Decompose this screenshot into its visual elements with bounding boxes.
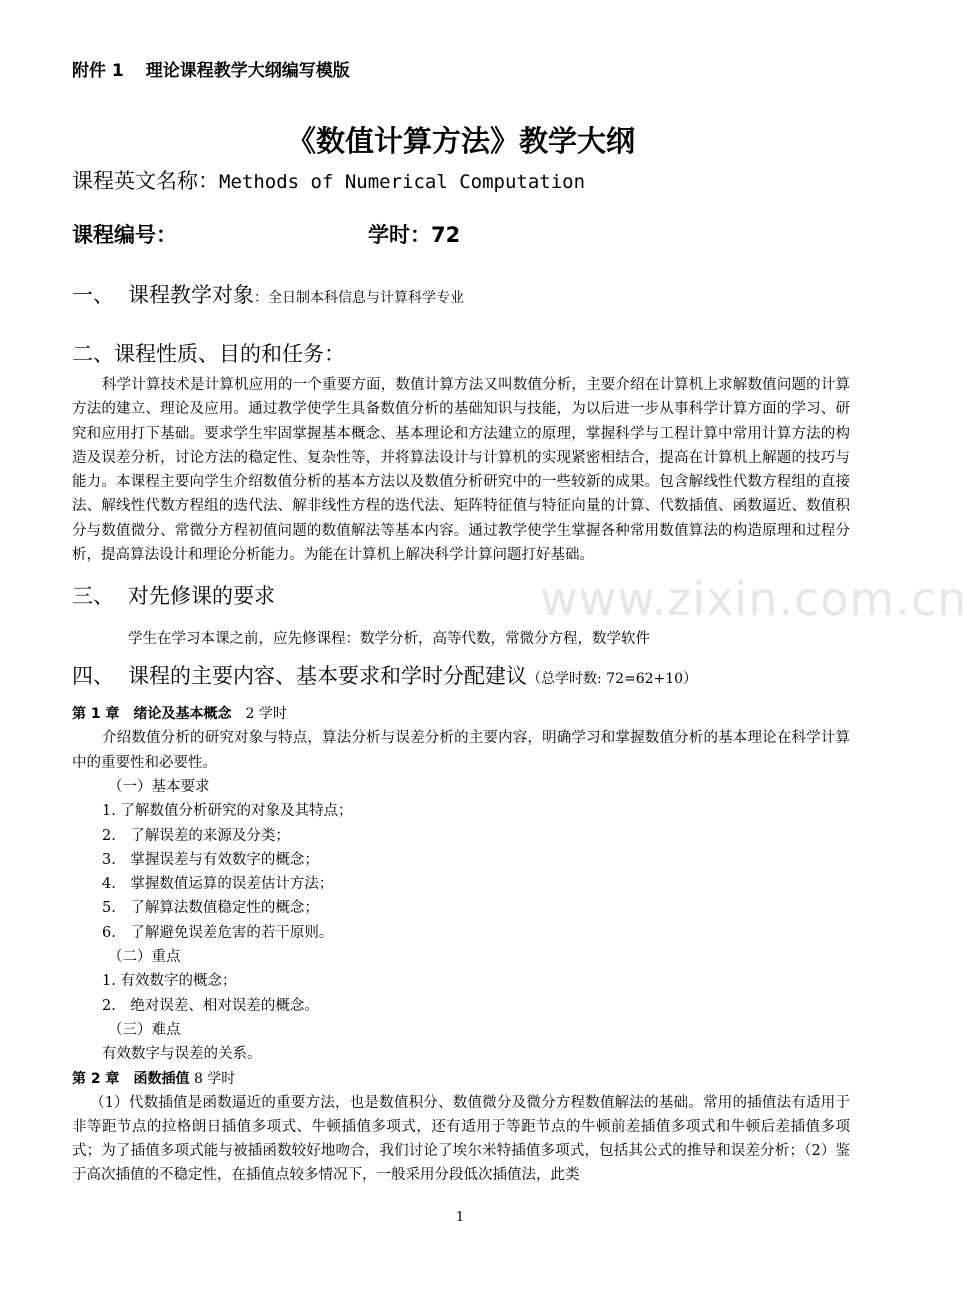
section-1-value: ：全日制本科信息与计算科学专业 — [254, 290, 464, 306]
english-name-label: 课程英文名称： — [72, 169, 219, 193]
chapter-1-requirement: 3. 掌握误差与有效数字的概念； — [102, 851, 319, 868]
attachment-header — [72, 56, 850, 81]
chapter-1-requirement: 2. 了解误差的来源及分类； — [102, 827, 290, 844]
chapter-2-heading — [72, 1067, 850, 1091]
course-hours: 学时：72 — [368, 223, 461, 247]
section-4-title: 课程的主要内容、基本要求和学时分配建议 — [128, 664, 527, 689]
section-1-title: 课程教学对象 — [128, 283, 254, 307]
section-3-body: 学生在学习本课之前，应先修课程：数学分析，高等代数，常微分方程，数学软件 — [128, 631, 650, 648]
chapter-1-requirement: 5. 了解算法数值稳定性的概念； — [102, 900, 319, 917]
chapter-1-difficulty-heading: （三）难点 — [108, 1021, 181, 1038]
chapter-1-requirement: 4. 掌握数值运算的误差估计方法； — [102, 876, 334, 893]
chapter-1-key-point: 1. 有效数字的概念； — [102, 973, 237, 990]
chapter-1-difficulty: 有效数字与误差的关系。 — [102, 1046, 262, 1063]
chapter-1-requirements-heading: （一）基本要求 — [108, 778, 210, 795]
chapter-2-hours: 8 学时 — [193, 1070, 236, 1087]
chapter-1-requirement: 1. 了解数值分析研究的对象及其特点； — [102, 803, 353, 820]
chapter-1-label: 第 1 章 绪论及基本概念 — [72, 706, 232, 723]
chapter-1-heading — [72, 702, 850, 726]
attachment-label: 附件 1 — [72, 61, 124, 81]
chapter-1-intro: 介绍数值分析的研究对象与特点，算法分析与误差分析的主要内容，明确学习和掌握数值分析的基本理论在科学计算中的重要性和必要性。 — [72, 730, 850, 771]
section-4-number: 四、 — [72, 664, 114, 689]
section-1-number: 一、 — [72, 283, 114, 307]
course-code-line — [72, 218, 850, 252]
document-title: 《数值计算方法》教学大纲 — [286, 124, 635, 158]
document-page — [72, 56, 850, 1188]
page-number: 1 — [455, 1210, 465, 1225]
section-2-heading: 二、课程性质、目的和任务： — [72, 342, 345, 366]
section-3-heading — [72, 579, 850, 613]
chapter-2-intro: （1）代数插值是函数逼近的重要方法，也是数值积分、数值微分及微分方程数值解法的基础。常用的插值法有适用于非等距节点的拉格朗日插值多项式、牛顿插值多项式，还有适用于等距节点的牛顿前差插值多项式和牛顿后差插值多项式；为了插值多项式能与被插函数较好地吻合，我们讨论了埃尔米特插值多项式，包括其公式的推导和误差分析；（2）鉴于高次插值的不稳定性，在插值点较多情况下，一般采用分段低次插值法，此类 — [72, 1094, 850, 1184]
english-name-value: Methods of Numerical Computation — [219, 171, 586, 193]
course-code-label: 课程编号： — [72, 223, 177, 247]
section-1-heading — [72, 278, 850, 315]
chapter-1-key-point: 2. 绝对误差、相对误差的概念。 — [102, 997, 319, 1014]
section-3-number: 三、 — [72, 584, 114, 609]
section-3-title: 对先修课的要求 — [128, 584, 275, 609]
section-4-heading — [72, 659, 850, 696]
chapter-1-key-points-heading: （二）重点 — [108, 949, 181, 966]
chapter-1-requirement: 6. 了解避免误差危害的若干原则。 — [102, 924, 334, 941]
watermark: www.zixin.com.cn — [540, 572, 967, 626]
section-4-note: （总学时数: 72=62+10） — [527, 671, 698, 688]
section-2-body: 科学计算技术是计算机应用的一个重要方面，数值计算方法又叫数值分析，主要介绍在计算机上求解数值问题的计算方法的建立、理论及应用。通过教学使学生具备数值分析的基础知识与技能，为以后进一步从事科学计算方面的学习、研究和应用打下基础。要求学生牢固掌握基本概念、基本理论和方法建立的原理，掌握科学与工程计算中常用计算方法的构造及误差分析，讨论方法的稳定性、复杂性等，并将算法设计与计算机的实现紧密相结合，提高在计算机上解题的技巧与能力。本课程主要向学生介绍数值分析的基本方法以及数值分析研究中的一些较新的成果。包含解线性代数方程组的直接法、解线性代数方程组的迭代法、解非线性方程的迭代法、矩阵特征值与特征向量的计算、代数插值、函数逼近、数值积分与数值微分、常微分方程初值问题的数值解法等基本内容。通过教学使学生掌握各种常用数值算法的构造原理和过程分析，提高算法设计和理论分析能力。为能在计算机上解决科学计算问题打好基础。 — [72, 377, 850, 564]
chapter-1-hours: 2 学时 — [245, 706, 287, 723]
chapter-2-label: 第 2 章 函数插值 — [72, 1070, 190, 1087]
attachment-title: 理论课程教学大纲编写模版 — [145, 61, 350, 81]
course-english-name — [72, 163, 850, 200]
